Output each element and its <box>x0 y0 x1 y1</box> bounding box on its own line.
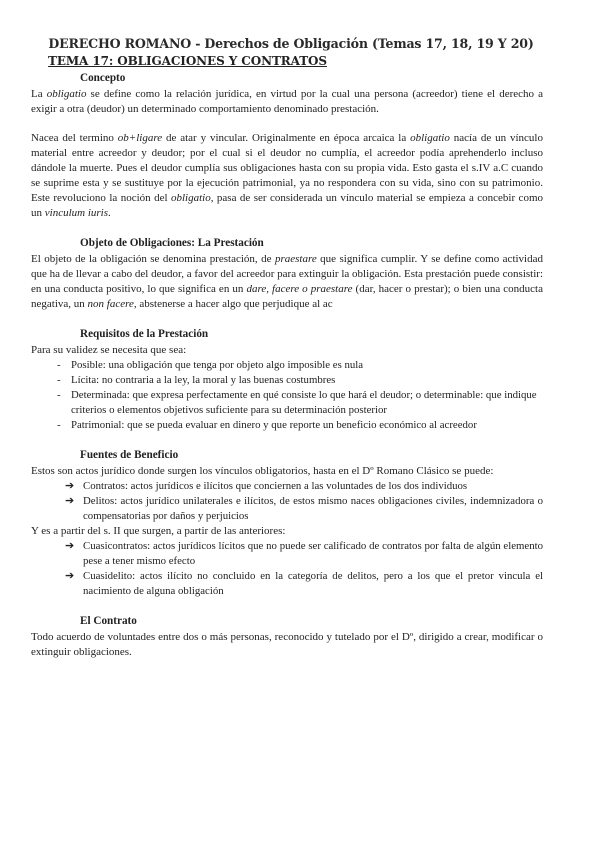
section-heading-fuentes: Fuentes de Beneficio <box>80 449 179 461</box>
arrow-icon: ➔ <box>65 495 75 507</box>
list-item: - Determinada: que expresa perfectamente en qué consiste lo que hará el deudor; o determinable: que indique criterios o elementos objetivos suficiente para su determinación posterior <box>31 388 543 418</box>
arrow-icon: ➔ <box>65 480 75 492</box>
concepto-paragraph-1: La obligatio se define como la relación jurídica, en virtud por la cual una persona (acreedor) tiene el derecho a exigir a otra (deudor) un determinado comportamiento denominado prestación. <box>31 88 544 115</box>
contrato-paragraph: Todo acuerdo de voluntades entre dos o más personas, reconocido y tutelado por el Dº, dirigido a crear, modificar o extinguir obligaciones. <box>31 631 543 658</box>
document-page <box>31 36 543 660</box>
list-item: - Posible: una obligación que tenga por objeto algo imposible es nula <box>31 358 543 373</box>
section-heading-objeto: Objeto de Obligaciones: La Prestación <box>80 237 264 249</box>
list-item: ➔ Delitos: actos jurídico unilaterales e ilícitos, de estos mismo naces obligaciones civiles, indemnizadora o compensatorias por daños y perjuicios <box>65 495 543 522</box>
list-item: ➔ Cuasicontratos: actos jurídicos lícitos que no puede ser calificado de contratos por falta de algún elemento pese a tener mismo efecto <box>65 540 543 567</box>
section-heading-requisitos: Requisitos de la Prestación <box>80 328 209 340</box>
objeto-paragraph: El objeto de la obligación se denomina prestación, de praestare que significa cumplir. Y se define como actividad que ha de llevar a cabo del deudor, a favor del acreedor para extinguir la obligación. Esta prestación puede consistir: en una conducta positivo, lo que significa en un dare, facere o praestare (dar, hacer o prestar); o bien una conducta negativa, un non facere, abstenerse a hacer algo que perjudique al ac <box>31 253 543 310</box>
arrow-icon: ➔ <box>65 540 75 552</box>
document-title: DERECHO ROMANO - Derechos de Obligación (Temas 17, 18, 19 Y 20) <box>48 36 534 51</box>
list-item: ➔ Contratos: actos jurídicos e ilícitos que conciernen a las voluntades de los dos individuos <box>65 480 468 492</box>
fuentes-list-1 <box>31 479 543 524</box>
list-item: ➔ Cuasidelito: actos ilícito no concluido en la categoría de delitos, pero a los que el pretor vincula el nacimiento de alguna obligación <box>65 570 543 597</box>
list-item: - Lícita: no contraria a la ley, la moral y las buenas costumbres <box>31 373 543 388</box>
tema-heading: TEMA 17: OBLIGACIONES Y CONTRATOS <box>48 54 327 68</box>
list-item: - Patrimonial: que se pueda evaluar en dinero y que reporte un beneficio económico al acreedor <box>31 418 543 433</box>
requisitos-intro: Para su validez se necesita que sea: <box>31 344 187 356</box>
section-heading-contrato: El Contrato <box>80 615 137 627</box>
fuentes-mid-text: Y es a partir del s. II que surgen, a partir de las anteriores: <box>31 525 286 537</box>
fuentes-intro: Estos son actos jurídico donde surgen los vínculos obligatorios, hasta en el Dº Romano Clásico se puede: <box>31 465 494 477</box>
section-heading-concepto: Concepto <box>80 72 126 84</box>
fuentes-list-2 <box>31 539 543 599</box>
concepto-paragraph-2: Nacea del termino ob+ligare de atar y vincular. Originalmente en época arcaica la obligatio nacía de un vínculo material entre acreedor y deudor; por el cual si el deudor no cumplía, el acreedor podía aprehenderlo incluso dándole la muerte. Pues el deudor cumplía sus obligaciones hasta con su propia vida. Esto gasta el s.IV a.C cuando se suprime esta y se sustituye por la ejecución patrimonial, ya no respondera con su vida, sino con su patrimonio. Este revoluciono la noción del obligatio, pasa de ser considerada un vínculo material se empieza a concebir como un vinculum iuris. <box>31 132 544 219</box>
requisitos-list <box>31 358 543 433</box>
arrow-icon: ➔ <box>65 570 75 582</box>
